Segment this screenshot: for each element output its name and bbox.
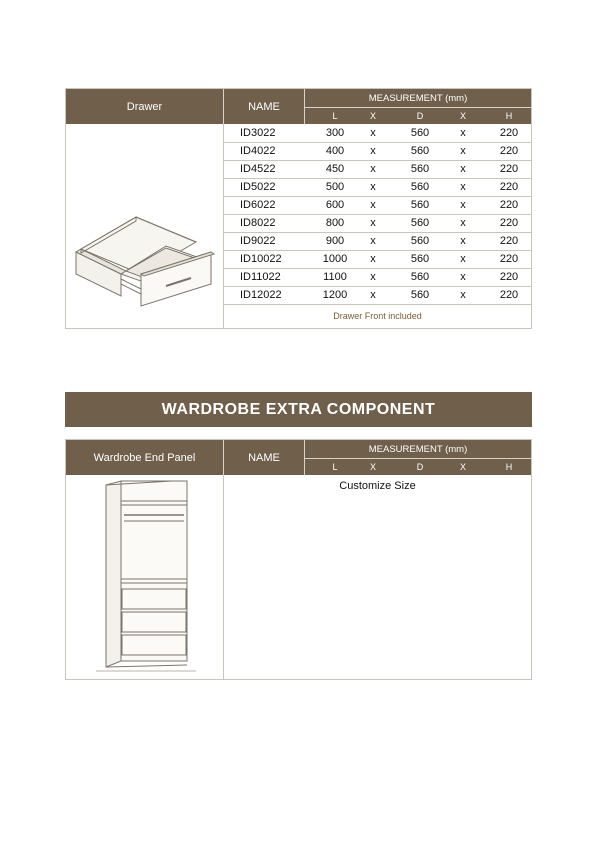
sub-d: D (416, 111, 424, 121)
header-sub (305, 108, 531, 124)
row-name: ID4522 (240, 163, 276, 175)
row-l: 500 (325, 181, 345, 193)
drawer-table (65, 88, 532, 329)
row-x2: x (460, 145, 466, 157)
row-x2: x (460, 127, 466, 139)
table-row (224, 286, 531, 305)
drawer-illustration (66, 124, 223, 328)
drawer-image-cell (66, 124, 224, 328)
row-h: 220 (499, 145, 519, 157)
drawer-front-note: Drawer Front included (333, 311, 422, 321)
row-name: ID3022 (240, 127, 276, 139)
row-x1: x (370, 271, 376, 283)
drawer-table-header (66, 89, 531, 124)
row-l: 1000 (322, 253, 348, 265)
row-name: ID9022 (240, 235, 276, 247)
row-name: ID10022 (240, 253, 282, 265)
header-measurement: MEASUREMENT (mm) (305, 440, 531, 459)
row-name: ID8022 (240, 217, 276, 229)
table-row (224, 232, 531, 251)
sub-x1: X (369, 462, 377, 472)
row-x1: x (370, 235, 376, 247)
panel-table-header (66, 440, 531, 475)
row-x2: x (460, 289, 466, 301)
table-row (224, 250, 531, 269)
row-name: ID6022 (240, 199, 276, 211)
table-row (224, 142, 531, 161)
row-x1: x (370, 253, 376, 265)
row-l: 800 (325, 217, 345, 229)
row-h: 220 (499, 199, 519, 211)
header-name: NAME (224, 89, 305, 124)
row-d: 560 (410, 145, 430, 157)
row-d: 560 (410, 289, 430, 301)
row-h: 220 (499, 253, 519, 265)
row-h: 220 (499, 289, 519, 301)
row-name: ID12022 (240, 289, 282, 301)
row-x1: x (370, 127, 376, 139)
sub-l: L (332, 111, 338, 121)
row-x2: x (460, 271, 466, 283)
row-h: 220 (499, 181, 519, 193)
row-h: 220 (499, 271, 519, 283)
row-l: 900 (325, 235, 345, 247)
row-x2: x (460, 199, 466, 211)
row-x1: x (370, 181, 376, 193)
row-l: 400 (325, 145, 345, 157)
drawer-table-body (66, 124, 531, 328)
sub-l: L (332, 462, 338, 472)
wardrobe-illustration (66, 475, 223, 679)
row-d: 560 (410, 199, 430, 211)
row-x1: x (370, 217, 376, 229)
row-d: 560 (410, 181, 430, 193)
table-row (224, 196, 531, 215)
table-row (224, 268, 531, 287)
table-row (224, 124, 531, 143)
row-x2: x (460, 217, 466, 229)
row-x1: x (370, 145, 376, 157)
panel-table (65, 439, 532, 680)
sub-d: D (416, 462, 424, 472)
row-d: 560 (410, 127, 430, 139)
row-h: 220 (499, 163, 519, 175)
sub-h: H (505, 111, 513, 121)
table-row (224, 160, 531, 179)
row-d: 560 (410, 271, 430, 283)
sub-x1: X (369, 111, 377, 121)
row-l: 450 (325, 163, 345, 175)
sub-x2: X (459, 462, 467, 472)
header-measurement: MEASUREMENT (mm) (305, 89, 531, 108)
row-x1: x (370, 163, 376, 175)
row-name: ID11022 (240, 271, 281, 283)
row-d: 560 (410, 235, 430, 247)
header-end-panel: Wardrobe End Panel (66, 440, 224, 475)
row-x2: x (460, 253, 466, 265)
sub-h: H (505, 462, 513, 472)
row-h: 220 (499, 235, 519, 247)
header-name: NAME (224, 440, 305, 475)
row-x1: x (370, 289, 376, 301)
row-l: 300 (325, 127, 345, 139)
section-banner: WARDROBE EXTRA COMPONENT (65, 392, 532, 427)
row-x1: x (370, 199, 376, 211)
row-x2: x (460, 235, 466, 247)
row-name: ID4022 (240, 145, 276, 157)
sub-x2: X (459, 111, 467, 121)
row-name: ID5022 (240, 181, 276, 193)
row-d: 560 (410, 217, 430, 229)
row-x2: x (460, 181, 466, 193)
panel-table-body (66, 475, 531, 679)
row-l: 1200 (322, 289, 348, 301)
customize-size: Customize Size (339, 480, 416, 492)
row-l: 600 (325, 199, 345, 211)
row-d: 560 (410, 253, 430, 265)
header-drawer: Drawer (66, 89, 224, 124)
table-row (224, 214, 531, 233)
panel-image-cell (66, 475, 224, 679)
table-row (224, 178, 531, 197)
row-l: 1100 (323, 271, 347, 283)
row-h: 220 (499, 127, 519, 139)
header-sub (305, 459, 531, 475)
row-d: 560 (410, 163, 430, 175)
row-h: 220 (499, 217, 519, 229)
row-x2: x (460, 163, 466, 175)
